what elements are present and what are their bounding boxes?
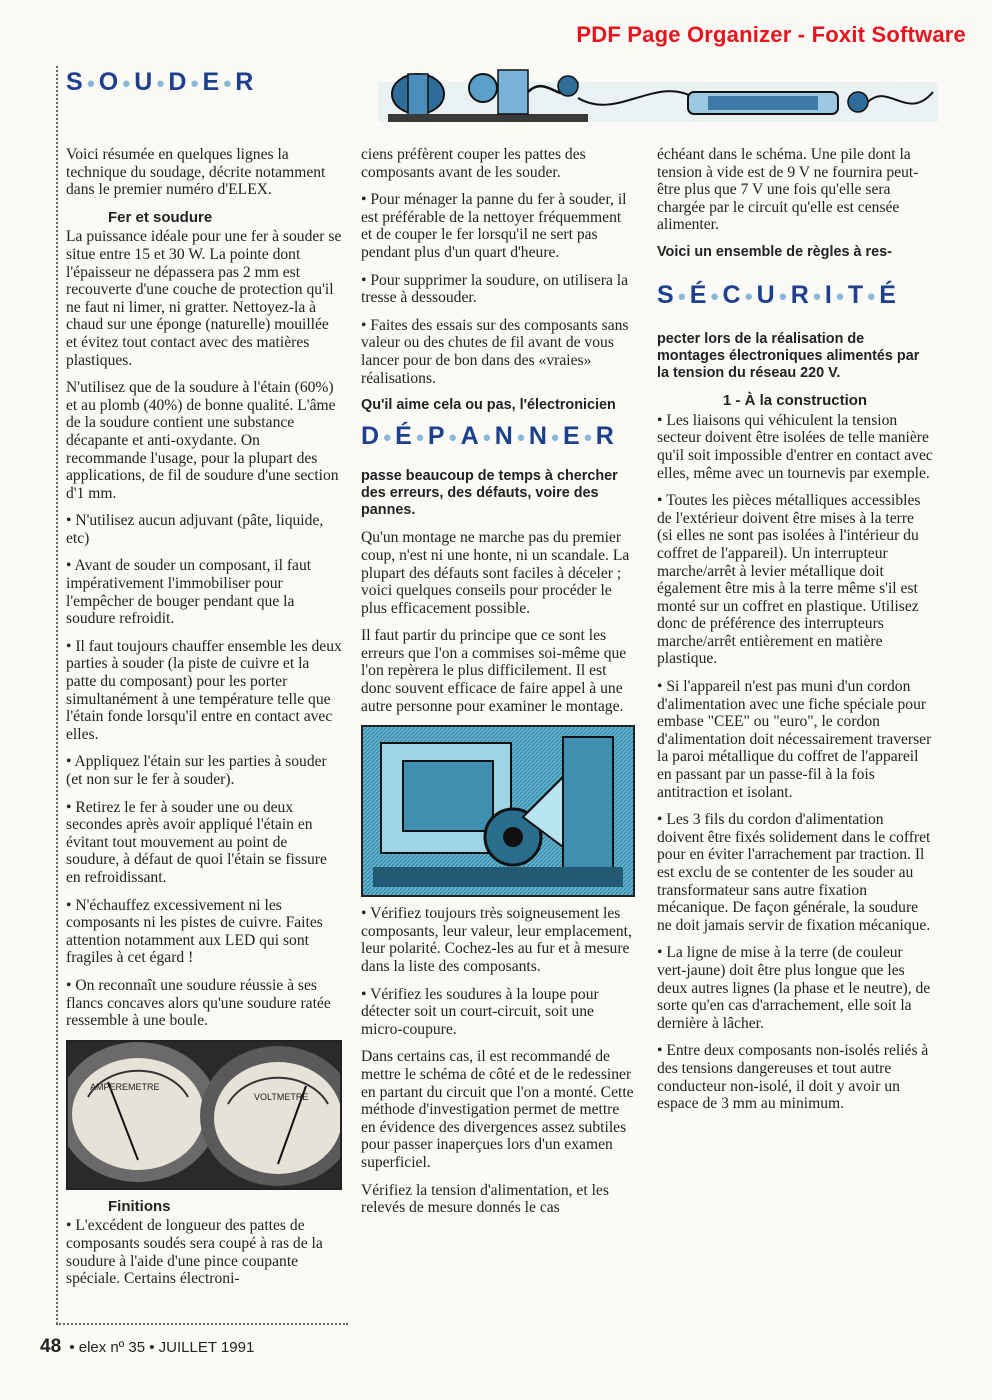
bullet: • Il faut toujours chauffer ensemble les deux parties à souder (la piste de cuivre et la patte du composant) pour les porter simultanément à une température telle que l'étain fonde lorsqu'il entre en contact avec elles. — [66, 637, 342, 743]
paragraph: Vérifiez la tension d'alimentation, et les relevés de mesure donnés le cas — [361, 1181, 609, 1217]
bullet: • On reconnaît une soudure réussie à ses flancs concaves alors qu'une soudure ratée ressemble à une boule. — [66, 976, 331, 1030]
bullet: • Faites des essais sur des composants sans valeur ou des chutes de fil avant de vous lancer pour de bon dans des «vraies» réalisations. — [361, 316, 629, 387]
paragraph: La puissance idéale pour une fer à souder se situe entre 15 et 30 W. La pointe dont l'épaisseur ne dépassera pas 2 mm est recouverte d'une couche de protection qu'il ne faut ni limer, ni gratter. Nettoyez-la à chaud sur une éponge (naturelle) mouillée et évitez tout contact avec des matières plastiques. — [66, 228, 342, 369]
lead-text: passe beaucoup de temps à chercher des erreurs, des défauts, voire des pannes. — [361, 468, 618, 519]
paragraph: N'utilisez que de la soudure à l'étain (60%) et au plomb (40%) de bonne qualité. L'âme de la soudure contient une substance décapante et anti-oxydante. On recommande l'usage, pour la plupart des applications, de fil de soudure d'une section d'1 mm. — [66, 379, 339, 502]
paragraph: Il faut partir du principe que ce sont les erreurs que l'on a commises soi-même que l'on repèrera le plus difficilement. Il est donc souvent efficace de faire appel à une autre personne pour examiner le montage. — [361, 627, 627, 715]
lead-text: pecter lors de la réalisation de montages électroniques alimentés par la tension du réseau 220 V. — [657, 331, 920, 382]
column-1 — [66, 146, 342, 1290]
heading-finitions: Finitions — [108, 1197, 171, 1215]
bullet: • Vérifiez toujours très soigneusement les composants, leur valeur, leur emplacement, leur polarité. Cochez-les au fur et à mesure dans la liste des composants. — [361, 905, 632, 976]
bullet: • La ligne de mise à la terre (de couleur vert-jaune) doit être plus longue que les deux autres lignes (la phase et le neutre), de sorte qu'en cas d'arrachement, elle soit la dernière à lâcher. — [657, 944, 931, 1032]
bullet: • Toutes les pièces métalliques accessibles de l'extérieur doivent être mises à la terre (si elles ne sont pas isolées à l'intérieur du coffret de l'appareil). Un interrupteur marche/arrêt à levier métallique doit également être mis à la terre même s'il est monté sur un coffret en plastique. Utilisez donc de préférence des interrupteurs marche/arrêt entièrement en matière plastique. — [657, 492, 921, 668]
paragraph: Dans certains cas, il est recommandé de mettre le schéma de côté et de le redessiner en partant du circuit que l'on a monté. Cette méthode d'investigation permet de mettre en évidence des divergences assez subtiles pour passer inaperçues lors d'un examen superficiel. — [361, 1048, 634, 1171]
page-number: 48 — [40, 1336, 62, 1357]
watermark: PDF Page Organizer - Foxit Software — [576, 22, 966, 47]
repair-photo — [361, 725, 635, 897]
lead-text: Qu'il aime cela ou pas, l'électronicien — [361, 397, 616, 414]
page-footer — [40, 1336, 254, 1358]
paragraph: échéant dans le schéma. Une pile dont la tension à vide est de 9 V ne fournira peut-être plus que 7 V une fois qu'elle sera chargée par le circuit qu'elle est censée alimenter. — [657, 146, 919, 234]
bullet: • L'excédent de longueur des pattes de composants soudés sera coupé à ras de la soudure à l'aide d'une pince coupante spéciale. Certains électroni- — [66, 1217, 323, 1288]
voltmeter-label: VOLTMETRE — [254, 1091, 309, 1102]
title-souder: S ● O ● U ● D ● E ● R — [66, 68, 254, 96]
meters-photo — [66, 1040, 342, 1190]
intro-text: Voici résumée en quelques lignes la technique du soudage, décrite notamment dans le premier numéro d'ELEX. — [66, 146, 326, 199]
paragraph: Qu'un montage ne marche pas du premier coup, n'est ni une honte, ni un scandale. La plupart des défauts sont faciles à déceler ; voici quelques conseils pour procéder le plus efficacement possible. — [361, 529, 630, 617]
heading-fer-soudure: Fer et soudure — [108, 208, 213, 226]
header-machine-illustration — [378, 52, 938, 132]
bullet: • Pour ménager la panne du fer à souder, il est préférable de la nettoyer fréquemment et de couper le fer lorsqu'il ne sert pas pendant plus d'un quart d'heure. — [361, 191, 627, 261]
column-border-horizontal — [56, 1323, 348, 1325]
bullet: • Si l'appareil n'est pas muni d'un cordon d'alimentation avec une fiche spéciale pour embase "CEE" ou "euro", le cordon d'alimentation doit nécessairement traverser la paroi métallique du coffret de l'appareil en passant par un passe-fil à la fois antitraction et isolant. — [657, 678, 932, 801]
bullet: • Les liaisons qui véhiculent la tension secteur doivent être isolées de telle manière qu'il soit impossible d'entrer en contact avec elles, même avec un tournevis par exemple. — [657, 411, 933, 482]
column-3 — [657, 146, 933, 1123]
bullet: • Vérifiez les soudures à la loupe pour détecter soit un court-circuit, soit une micro-coupure. — [361, 985, 599, 1038]
ammeter-label: AMPEREMETRE — [90, 1081, 160, 1092]
bullet: • Les 3 fils du cordon d'alimentation doivent être fixés solidement dans le coffret pour en éviter l'arrachement par traction. Il est exclu de se contenter de les souder au transformateur sans autre fixation mécanique. De façon générale, la soudure ne doit jamais servir de fixation mécanique. — [657, 811, 931, 934]
bullet: • Pour supprimer la soudure, on utilisera la tresse à dessouder. — [361, 271, 629, 307]
bullet: • N'échauffez excessivement ni les composants ni les pistes de cuivre. Faites attention notamment aux LED qui sont fragiles à cet égard ! — [66, 896, 323, 967]
paragraph: ciens préfèrent couper les pattes des composants avant de les souder. — [361, 146, 586, 181]
bullet: • Avant de souder un composant, il faut impérativement l'immobiliser pour l'empêcher de bouger pendant que la soudure refroidit. — [66, 557, 312, 628]
bullet: • Entre deux composants non-isolés reliés à des tensions dangereuses et tout autre conducteur non-isolé, il doit y avoir un espace de 3 mm au minimum. — [657, 1042, 929, 1113]
footer-text: • elex nº 35 • JUILLET 1991 — [69, 1339, 255, 1356]
lead-text: Voici un ensemble de règles à res- — [657, 243, 892, 260]
bullet: • Appliquez l'étain sur les parties à souder (et non sur le fer à souder). — [66, 753, 327, 788]
heading-construction: 1 - À la construction — [722, 392, 868, 410]
title-depanner: D ● É ● P ● A ● N ● N ● E ● R — [361, 422, 615, 451]
title-securite: S ● É ● C ● U ● R ● I ● T ● É — [657, 280, 897, 309]
column-border-vertical — [56, 66, 58, 1324]
column-2 — [361, 146, 635, 1219]
bullet: • N'utilisez aucun adjuvant (pâte, liquide, etc) — [66, 512, 324, 547]
bullet: • Retirez le fer à souder une ou deux secondes après avoir appliqué l'étain en évitant tout mouvement au point de soudure, à défaut de quoi l'étain se fissure en refroidissant. — [66, 798, 327, 886]
